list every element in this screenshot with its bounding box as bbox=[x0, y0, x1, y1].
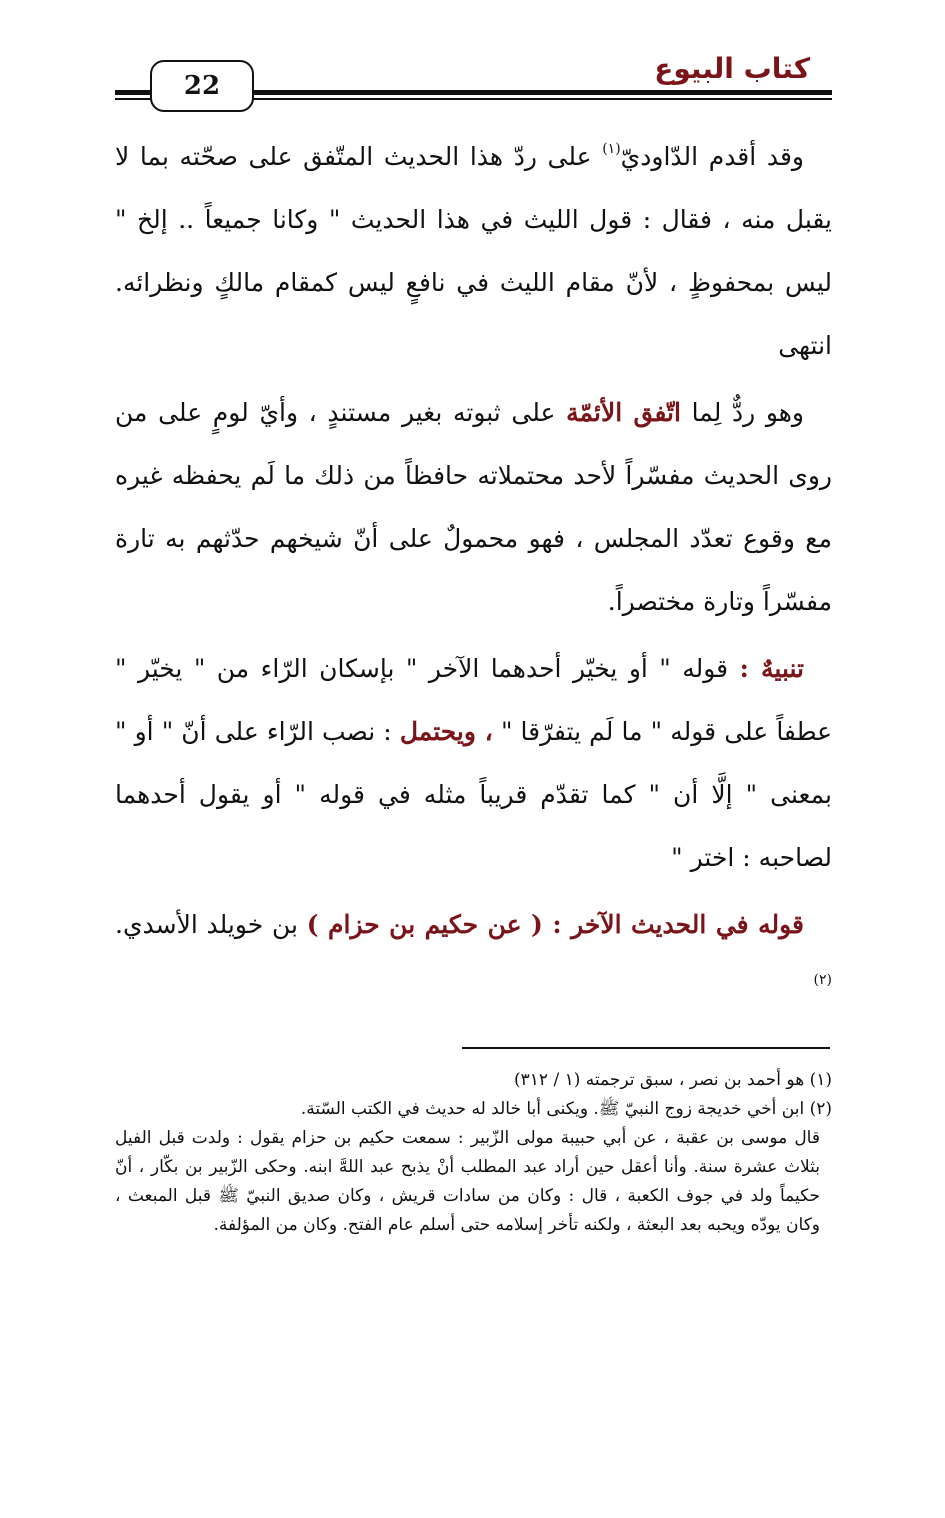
paragraph-3-highlight: ، ويحتمل bbox=[399, 717, 493, 746]
paragraph-2-highlight: اتّفق الأئمّة bbox=[566, 398, 681, 427]
footnote-ref-2: (٢) bbox=[813, 972, 832, 988]
footnote-ref-1: (١) bbox=[602, 141, 621, 157]
note-label: تنبيهٌ : bbox=[739, 654, 804, 683]
footnotes bbox=[115, 1066, 832, 1240]
paragraph-1-text-a: وقد أقدم الدّاوديّ bbox=[620, 142, 804, 171]
paragraph-3-text-b: : نصب الرّاء على أنّ " أو " بمعنى " إلَّا أن " كما تقدّم قريباً مثله في قوله " أو يقول أحدهما لصاحبه : اختر " bbox=[115, 717, 832, 872]
paragraph-3-text-a: قوله " أو يخيّر أحدهما الآخر " بإسكان الرّاء من " يخيّر " عطفاً على قوله " ما لَم يتفرّقا " bbox=[115, 654, 833, 746]
paragraph-2-text-a: وهو ردٌّ لِما bbox=[680, 398, 805, 427]
paragraph-1-text-b: على ردّ هذا الحديث المتّفق على صحّته بما لا يقبل منه ، فقال : قول الليث في هذا الحديث " وكانا جميعاً .. إلخ " ليس بمحفوظٍ ، لأنّ مقام الليث في نافعٍ ليس كمقام مالكٍ ونظرائه. انتهى bbox=[115, 142, 832, 360]
footnote-separator bbox=[462, 1047, 830, 1049]
page-number: 22 bbox=[150, 60, 254, 112]
footnote-1: (١) هو أحمد بن نصر ، سبق ترجمته (١ / ٣١٢) bbox=[514, 1070, 832, 1090]
paragraph-4-text: بن خويلد الأسدي. bbox=[115, 910, 307, 939]
footnote-2-continued: قال موسى بن عقبة ، عن أبي حبيبة مولى الزّبير : سمعت حكيم بن حزام يقول : ولدت قبل الفيل بثلاث عشرة سنة. وأنا أعقل حين أراد عبد المطلب أنْ يذبح عبد اللهَّ ابنه. وحكى الزّبير بن بكّار ، أنّ حكيماً ولد في جوف الكعبة ، قال : وكان من سادات قريش ، وكان صديق النبيّ ﷺ قبل المبعث ، وكان يودّه ويحبه بعد البعثة ، ولكنه تأخر إسلامه حتى أسلم عام الفتح. وكان من المؤلفة. bbox=[115, 1128, 820, 1235]
paragraph-1 bbox=[115, 125, 832, 377]
page-header bbox=[0, 0, 945, 120]
main-text bbox=[115, 125, 832, 1019]
paragraph-4 bbox=[115, 893, 832, 1019]
paragraph-2-text-b: على ثبوته بغير مستندٍ ، وأيّ لومٍ على من روى الحديث مفسّراً لأحد محتملاته حافظاً من ذلك ما لَم يحفظه غيره مع وقوع تعدّد المجلس ، فهو محمولٌ على أنّ شيخهم حدّثهم به تارة مفسّراً وتارة مختصراً. bbox=[115, 398, 832, 616]
paragraph-3 bbox=[115, 637, 832, 889]
paragraph-2 bbox=[115, 381, 832, 633]
book-title: كتاب البيوع bbox=[654, 52, 810, 85]
footnote-2: (٢) ابن أخي خديجة زوج النبيّ ﷺ. ويكنى أبا خالد له حديث في الكتب السّتة. bbox=[300, 1099, 832, 1119]
hadith-heading: قوله في الحديث الآخر : ( عن حكيم بن حزام ) bbox=[306, 910, 804, 939]
